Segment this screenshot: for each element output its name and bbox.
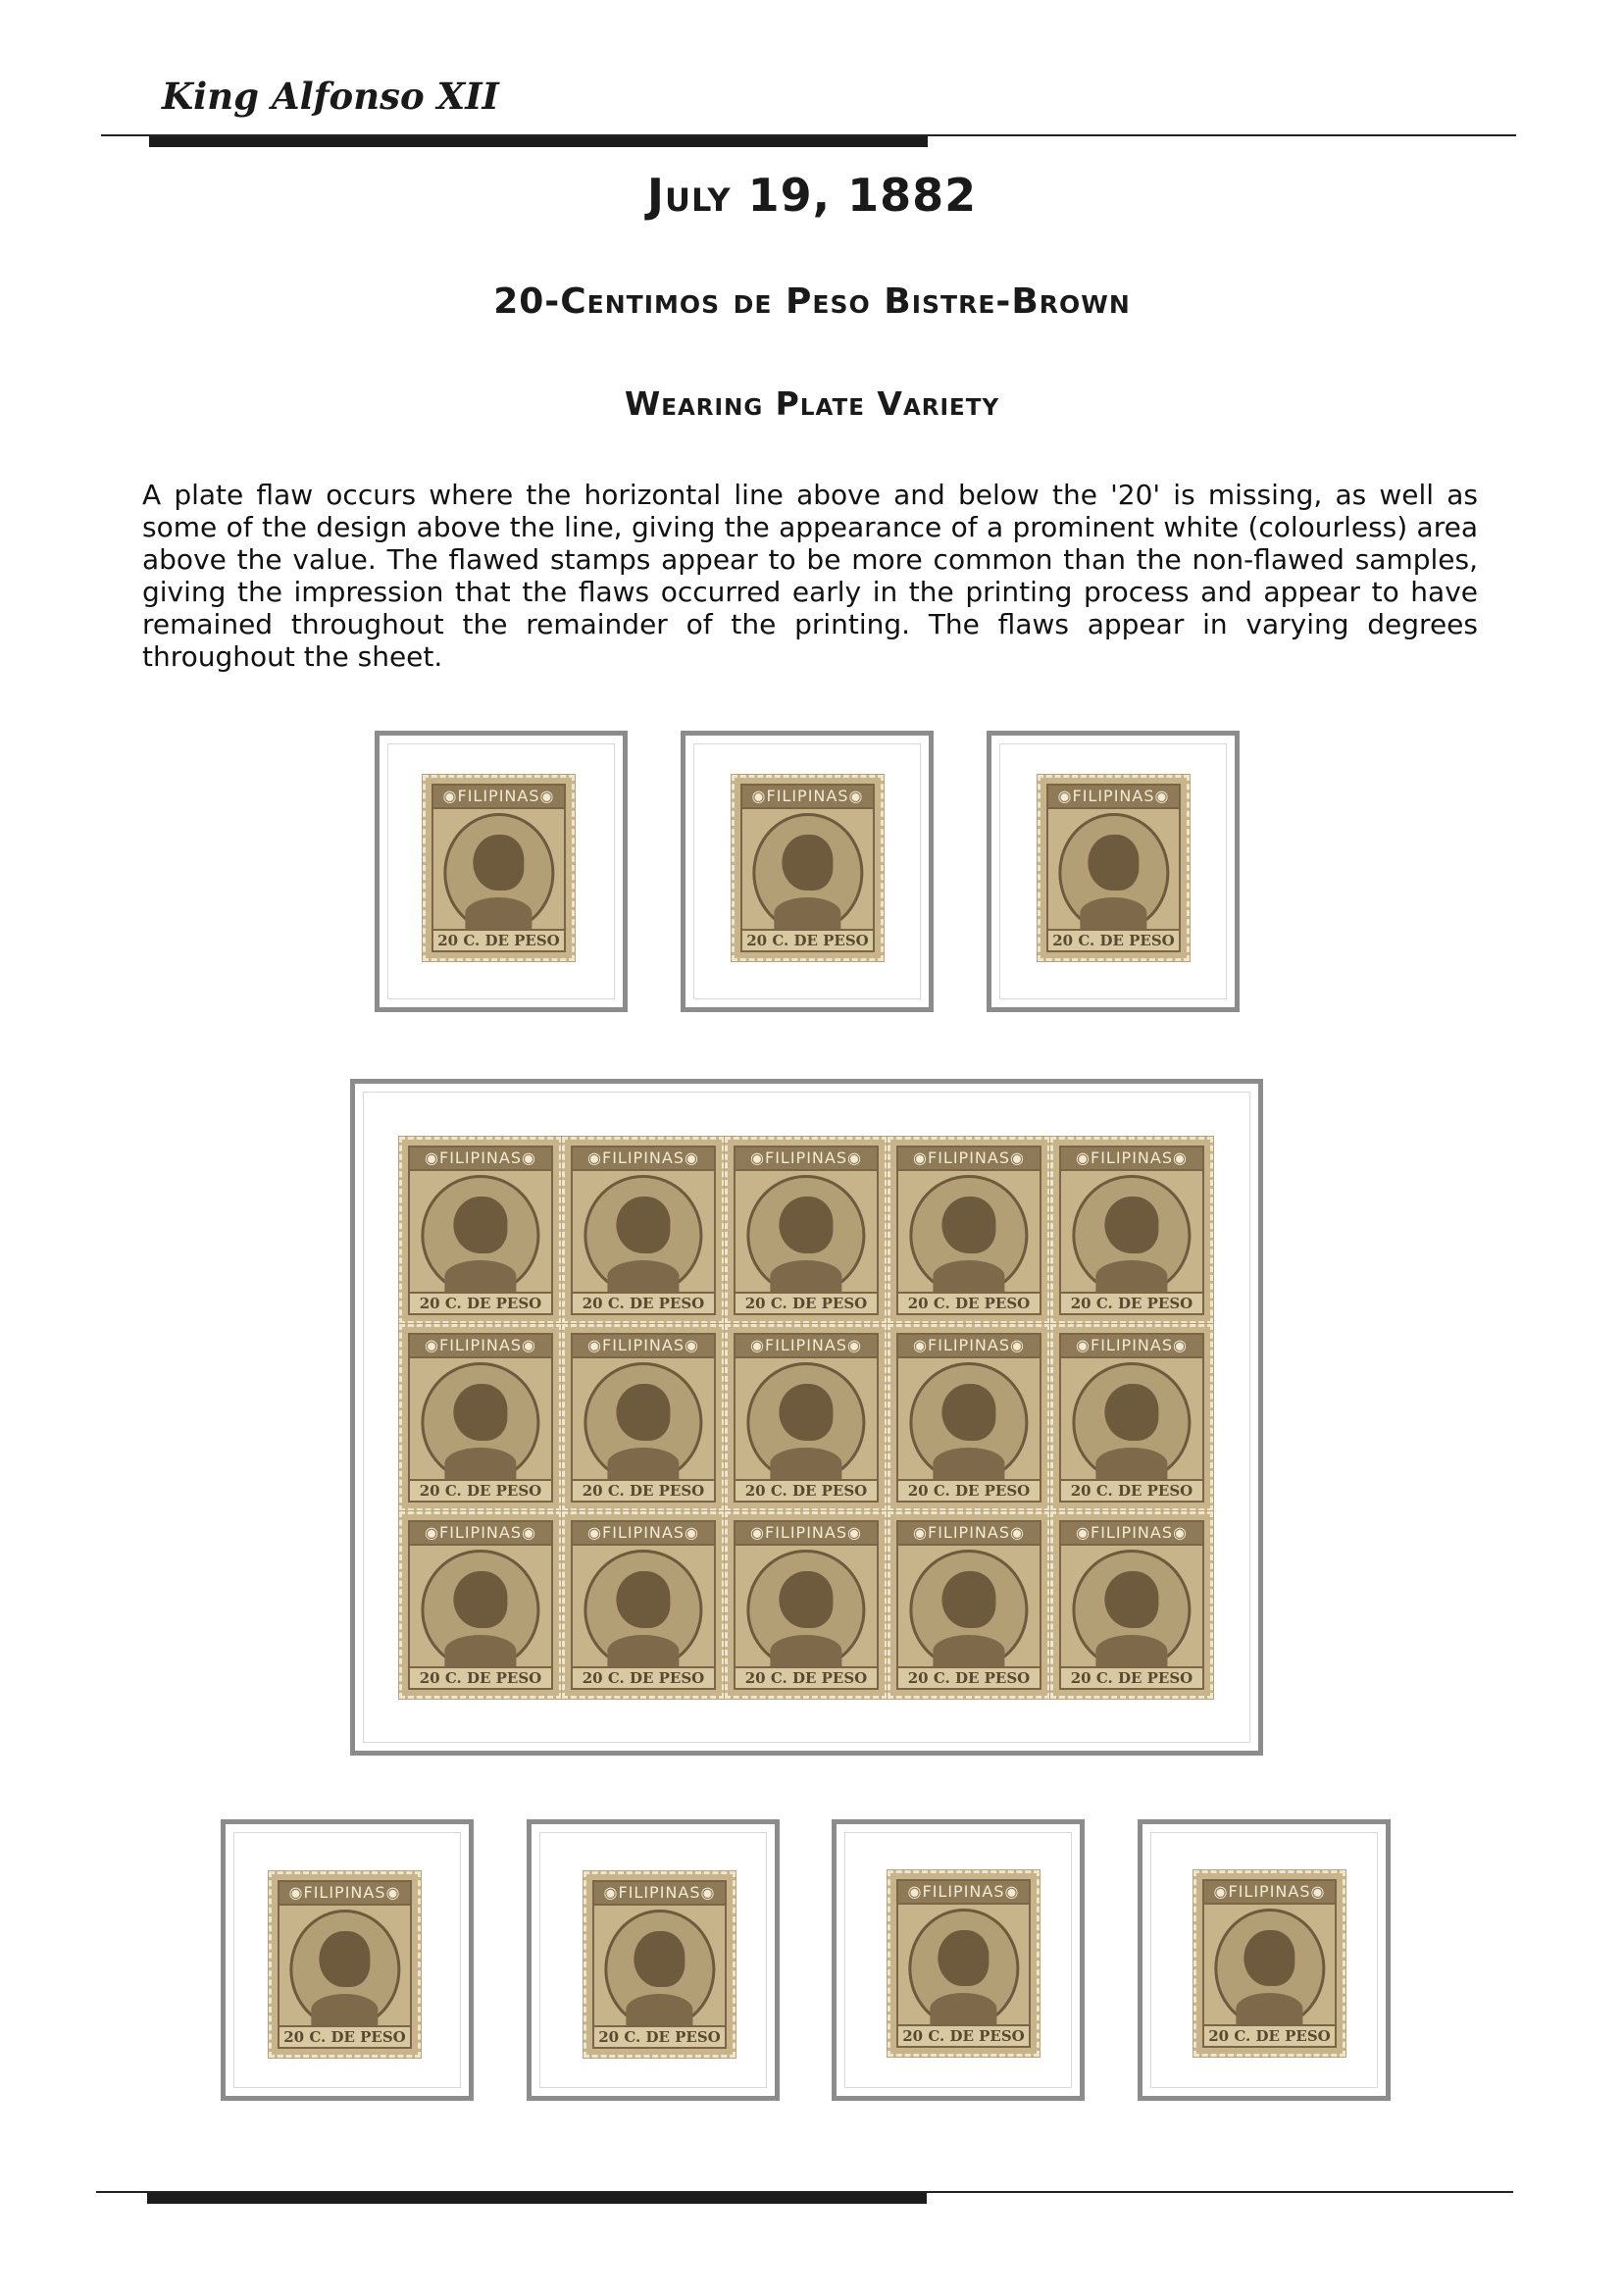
stamp-country-label: ◉FILIPINAS◉	[898, 1881, 1029, 1905]
stamp-country-label: ◉FILIPINAS◉	[433, 786, 564, 809]
footer-rule-thick	[147, 2193, 927, 2204]
stamp-country-label: ◉FILIPINAS◉	[898, 1147, 1040, 1171]
stamp	[562, 1511, 725, 1699]
portrait-icon	[909, 1175, 1028, 1296]
portrait-icon	[908, 1909, 1019, 2028]
stamp	[725, 1137, 888, 1324]
portrait-icon	[1058, 813, 1169, 933]
portrait-icon	[443, 813, 554, 933]
portrait-icon	[421, 1175, 539, 1296]
stamp-value-label: 20 C. DE PESO	[736, 1292, 877, 1313]
stamp-country-label: ◉FILIPINAS◉	[1204, 1881, 1335, 1905]
stamp-country-label: ◉FILIPINAS◉	[1061, 1522, 1202, 1546]
stamp-mount	[1138, 1819, 1391, 2101]
stamp-value-label: 20 C. DE PESO	[1204, 2024, 1335, 2046]
stamp-mount	[221, 1819, 474, 2101]
album-header-title: King Alfonso XII	[162, 75, 499, 118]
stamp-value-label: 20 C. DE PESO	[594, 2025, 725, 2047]
stamp-country-label: ◉FILIPINAS◉	[279, 1882, 410, 1906]
stamp	[725, 1511, 888, 1699]
stamp	[584, 1871, 736, 2058]
stamp-country-label: ◉FILIPINAS◉	[1061, 1147, 1202, 1171]
stamp-value-label: 20 C. DE PESO	[573, 1666, 714, 1688]
block-mount	[350, 1079, 1263, 1756]
stamp-value-label: 20 C. DE PESO	[573, 1479, 714, 1501]
stamp	[399, 1137, 562, 1324]
stamp-value-label: 20 C. DE PESO	[1048, 929, 1179, 950]
stamp	[1050, 1137, 1213, 1324]
stamp-value-label: 20 C. DE PESO	[898, 1292, 1040, 1313]
stamp-value-label: 20 C. DE PESO	[410, 1479, 551, 1501]
stamp	[732, 775, 884, 961]
portrait-icon	[746, 1362, 865, 1483]
stamp-country-label: ◉FILIPINAS◉	[594, 1882, 725, 1906]
stamp-mount	[832, 1819, 1085, 2101]
stamp-value-label: 20 C. DE PESO	[898, 1479, 1040, 1501]
stamp	[562, 1324, 725, 1511]
stamp	[1038, 775, 1190, 961]
stamp-country-label: ◉FILIPINAS◉	[410, 1335, 551, 1358]
stamp-mount	[987, 731, 1240, 1012]
stamp-country-label: ◉FILIPINAS◉	[736, 1335, 877, 1358]
stamp-country-label: ◉FILIPINAS◉	[573, 1335, 714, 1358]
portrait-icon	[289, 1910, 400, 2029]
stamp-country-label: ◉FILIPINAS◉	[898, 1522, 1040, 1546]
stamp	[269, 1871, 421, 2058]
stamp-value-label: 20 C. DE PESO	[1061, 1666, 1202, 1688]
stamp-value-label: 20 C. DE PESO	[898, 1666, 1040, 1688]
stamp-country-label: ◉FILIPINAS◉	[736, 1147, 877, 1171]
portrait-icon	[746, 1550, 865, 1670]
stamp	[1193, 1870, 1345, 2057]
stamp	[888, 1870, 1040, 2057]
portrait-icon	[584, 1550, 702, 1670]
stamp-value-label: 20 C. DE PESO	[1061, 1292, 1202, 1313]
stamp-country-label: ◉FILIPINAS◉	[1048, 786, 1179, 809]
stamp-mount	[375, 731, 628, 1012]
stamp	[888, 1324, 1050, 1511]
portrait-icon	[584, 1362, 702, 1483]
page-date-title: July 19, 1882	[646, 169, 978, 222]
portrait-icon	[604, 1910, 715, 2029]
stamp-country-label: ◉FILIPINAS◉	[410, 1147, 551, 1171]
stamp-country-label: ◉FILIPINAS◉	[573, 1522, 714, 1546]
stamp-value-label: 20 C. DE PESO	[736, 1666, 877, 1688]
stamp	[423, 775, 575, 961]
stamp-country-label: ◉FILIPINAS◉	[736, 1522, 877, 1546]
stamp	[1050, 1511, 1213, 1699]
portrait-icon	[909, 1550, 1028, 1670]
portrait-icon	[746, 1175, 865, 1296]
stamp-value-label: 20 C. DE PESO	[410, 1292, 551, 1313]
stamp-country-label: ◉FILIPINAS◉	[742, 786, 873, 809]
stamp-country-label: ◉FILIPINAS◉	[573, 1147, 714, 1171]
stamp-block	[399, 1137, 1213, 1699]
stamp-value-label: 20 C. DE PESO	[433, 929, 564, 950]
stamp-value-label: 20 C. DE PESO	[742, 929, 873, 950]
stamp	[888, 1511, 1050, 1699]
portrait-icon	[1072, 1362, 1191, 1483]
stamp	[1050, 1324, 1213, 1511]
stamp-mount	[681, 731, 934, 1012]
variety-heading: Wearing Plate Variety	[624, 384, 1000, 423]
stamp-value-label: 20 C. DE PESO	[1061, 1479, 1202, 1501]
stamp-country-label: ◉FILIPINAS◉	[1061, 1335, 1202, 1358]
stamp	[562, 1137, 725, 1324]
portrait-icon	[1072, 1175, 1191, 1296]
stamp	[888, 1137, 1050, 1324]
stamp-subtitle: 20-Centimos de Peso Bistre-Brown	[493, 281, 1131, 322]
stamp	[399, 1511, 562, 1699]
stamp	[725, 1324, 888, 1511]
portrait-icon	[421, 1362, 539, 1483]
stamp-value-label: 20 C. DE PESO	[736, 1479, 877, 1501]
stamp-value-label: 20 C. DE PESO	[898, 2024, 1029, 2046]
description-paragraph: A plate flaw occurs where the horizontal line above and below the '20' is missing, as well as some of the design above the line, giving the appearance of a prominent white (colourless) area above the value. The flawed stamps appear to be more common than the non-flawed samples, giving the impression that the flaws occurred early in the printing process and appear to have remained throughout the remainder of the printing. The flaws appear in varying degrees throughout the sheet.	[142, 479, 1478, 673]
header-rule-thick	[149, 136, 928, 147]
portrait-icon	[1214, 1909, 1325, 2028]
portrait-icon	[584, 1175, 702, 1296]
stamp-value-label: 20 C. DE PESO	[410, 1666, 551, 1688]
stamp-value-label: 20 C. DE PESO	[573, 1292, 714, 1313]
portrait-icon	[909, 1362, 1028, 1483]
portrait-icon	[752, 813, 863, 933]
portrait-icon	[421, 1550, 539, 1670]
stamp-country-label: ◉FILIPINAS◉	[410, 1522, 551, 1546]
stamp-value-label: 20 C. DE PESO	[279, 2025, 410, 2047]
stamp	[399, 1324, 562, 1511]
portrait-icon	[1072, 1550, 1191, 1670]
stamp-country-label: ◉FILIPINAS◉	[898, 1335, 1040, 1358]
stamp-mount	[527, 1819, 780, 2101]
